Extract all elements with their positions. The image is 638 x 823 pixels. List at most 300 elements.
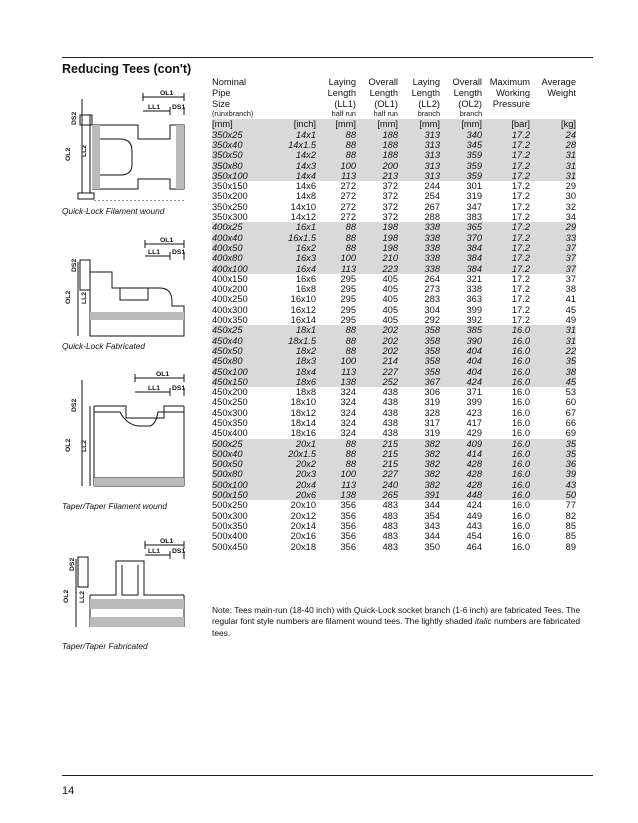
table-cell: 404 (440, 356, 482, 366)
table-cell: 500x350 (212, 520, 248, 531)
table-cell: 400x350 (212, 315, 248, 326)
table-cell: 382 (398, 459, 440, 469)
table-cell: 22 (530, 346, 576, 356)
table-row (212, 212, 576, 222)
column-subheader (482, 109, 530, 119)
table-cell: 283 (424, 294, 440, 305)
table-cell: 16.0 (511, 531, 530, 542)
table-cell: 37 (565, 273, 576, 284)
table-cell: 39 (530, 469, 576, 479)
note-italic-word: italic (474, 616, 492, 627)
table-cell: 14x1.5 (274, 140, 316, 150)
table-cell: 414 (440, 449, 482, 459)
table-cell: 450x400 (212, 428, 248, 439)
table-cell: 17.2 (511, 201, 530, 212)
table-cell: 16.0 (511, 510, 530, 521)
unit-cell: [mm] (316, 119, 356, 129)
table-cell: 16x2 (274, 243, 316, 253)
table-cell: 367 (398, 377, 440, 387)
table-cell: 372 (382, 191, 398, 202)
table-cell: 45 (530, 377, 576, 387)
table-cell: 20x3 (274, 469, 316, 479)
table-cell: 202 (356, 346, 398, 356)
table-row (212, 150, 576, 160)
table-cell: 16.0 (482, 367, 530, 377)
ds2-label: DS2 (71, 111, 78, 125)
column-header: Overall Length (OL1) (368, 77, 398, 109)
table-cell: 31 (530, 171, 576, 181)
table-cell: 424 (466, 500, 482, 511)
table-cell: 295 (340, 284, 356, 295)
table-cell: 344 (424, 531, 440, 542)
tee-diagram-quicklock-filament (60, 85, 210, 201)
table-cell: 16x6 (295, 273, 316, 284)
table-cell: 16.0 (511, 418, 530, 428)
table-cell: 20x2 (274, 459, 316, 469)
table-cell: 16x3 (274, 253, 316, 263)
note-text: numbers are fabricated tees. (212, 616, 581, 638)
unit-cell: [mm] (398, 119, 440, 129)
column-header: Laying Length (LL2) (411, 77, 440, 109)
note-text: Note: Tees main-run (18-40 inch) with Quick-Lock socket branch (1-6 inch) are fabricated Tees. The regular font style numbers are filament wound tees. The lightly shaded (212, 605, 581, 627)
table-row (212, 284, 576, 294)
table-cell: 295 (340, 304, 356, 315)
table-cell: 371 (466, 387, 482, 398)
table-cell: 17.2 (482, 264, 530, 274)
table-cell: 313 (398, 130, 440, 140)
table-cell: 500x25 (212, 439, 274, 449)
table-cell: 295 (340, 315, 356, 326)
table-cell: 240 (356, 480, 398, 490)
table-cell: 324 (340, 397, 356, 408)
table-cell: 77 (565, 500, 576, 511)
column-header: Laying Length (LL1) (327, 77, 356, 109)
section-title: Reducing Tees (con't) (62, 62, 192, 76)
table-row (212, 542, 576, 552)
table-cell: 38 (565, 284, 576, 295)
table-cell: 324 (340, 387, 356, 398)
ll1-label: LL1 (148, 249, 161, 256)
table-row (212, 294, 576, 304)
table-cell: 405 (382, 315, 398, 326)
table-cell: 88 (316, 243, 356, 253)
table-cell: 443 (466, 520, 482, 531)
table-cell: 338 (398, 253, 440, 263)
table-cell: 20x14 (290, 520, 316, 531)
table-cell: 324 (340, 418, 356, 428)
table-cell: 252 (356, 377, 398, 387)
table-cell: 438 (382, 407, 398, 418)
table-cell: 198 (356, 233, 398, 243)
table-cell: 88 (316, 459, 356, 469)
table-cell: 385 (440, 325, 482, 335)
table-row (212, 191, 576, 201)
table-cell: 272 (340, 201, 356, 212)
table-cell: 350 (424, 541, 440, 552)
table-row (212, 459, 576, 469)
table-cell: 188 (356, 140, 398, 150)
table-cell: 400x250 (212, 294, 248, 305)
table-row (212, 408, 576, 418)
table-cell: 391 (398, 490, 440, 500)
column-subheader: branch (417, 109, 440, 119)
table-cell: 404 (440, 346, 482, 356)
table-cell: 17.2 (511, 284, 530, 295)
table-cell: 16.0 (482, 325, 530, 335)
table-cell: 450x40 (212, 336, 274, 346)
table-cell: 14x8 (295, 191, 316, 202)
table-cell: 359 (440, 161, 482, 171)
table-row (212, 305, 576, 315)
table-cell: 338 (398, 222, 440, 232)
table-cell: 338 (466, 284, 482, 295)
table-cell: 35 (530, 356, 576, 366)
table-cell: 88 (316, 130, 356, 140)
table-cell: 295 (340, 294, 356, 305)
table-cell: 500x250 (212, 500, 248, 511)
table-cell: 16.0 (482, 469, 530, 479)
reducing-tees-table (212, 77, 576, 552)
table-row (212, 140, 576, 150)
table-cell: 483 (382, 520, 398, 531)
table-cell: 356 (340, 520, 356, 531)
table-cell: 16.0 (511, 407, 530, 418)
table-cell: 500x150 (212, 490, 274, 500)
ol1-label: OL1 (160, 237, 174, 244)
table-row (212, 233, 576, 243)
table-cell: 17.2 (482, 171, 530, 181)
table-cell: 383 (466, 212, 482, 223)
table-cell: 214 (356, 356, 398, 366)
table-cell: 17.2 (482, 222, 530, 232)
table-cell: 66 (565, 418, 576, 428)
ll2-label: LL2 (81, 144, 88, 157)
table-cell: 295 (340, 273, 356, 284)
table-cell: 350x200 (212, 191, 248, 202)
table-cell: 345 (440, 140, 482, 150)
table-cell: 16x14 (290, 315, 316, 326)
table-cell: 38 (530, 367, 576, 377)
tee-diagram-taper-fabricated (60, 535, 210, 631)
table-cell: 198 (356, 222, 398, 232)
table-cell: 417 (466, 418, 482, 428)
table-cell: 215 (356, 459, 398, 469)
table-cell: 88 (316, 140, 356, 150)
table-cell: 358 (398, 346, 440, 356)
column-header: Nominal Pipe Size (212, 77, 247, 109)
table-cell: 202 (356, 336, 398, 346)
table-cell: 20x1 (274, 439, 316, 449)
unit-cell: [kg] (530, 119, 576, 129)
table-cell: 88 (316, 439, 356, 449)
table-cell: 500x400 (212, 531, 248, 542)
table-note (212, 605, 582, 639)
table-cell: 450x250 (212, 397, 248, 408)
table-cell: 448 (440, 490, 482, 500)
table-cell: 198 (356, 243, 398, 253)
table-row (212, 130, 576, 140)
diagram-caption: Quick-Lock Filament wound (62, 206, 165, 216)
table-cell: 450x50 (212, 346, 274, 356)
table-cell: 34 (565, 212, 576, 223)
tee-diagram-taper-filament (60, 366, 210, 496)
table-cell: 365 (440, 222, 482, 232)
table-cell: 313 (398, 140, 440, 150)
table-cell: 88 (316, 325, 356, 335)
table-cell: 17.2 (511, 273, 530, 284)
table-cell: 17.2 (482, 253, 530, 263)
table-row (212, 428, 576, 438)
table-cell: 14x10 (290, 201, 316, 212)
table-cell: 88 (316, 222, 356, 232)
table-cell: 358 (398, 356, 440, 366)
column-subheader: half run (373, 109, 398, 119)
table-cell: 16.0 (511, 541, 530, 552)
unit-cell: [mm] (212, 119, 274, 129)
table-cell: 438 (382, 418, 398, 428)
ds1-label: DS1 (172, 104, 186, 111)
table-cell: 354 (424, 510, 440, 521)
table-row (212, 264, 576, 274)
table-row (212, 367, 576, 377)
table-cell: 28 (530, 140, 576, 150)
table-cell: 450x150 (212, 377, 274, 387)
column-subheader: half run (331, 109, 356, 119)
table-row (212, 222, 576, 232)
table-cell: 17.2 (511, 315, 530, 326)
table-cell: 100 (316, 469, 356, 479)
table-cell: 267 (424, 201, 440, 212)
table-cell: 88 (316, 336, 356, 346)
table-cell: 338 (398, 243, 440, 253)
ll2-label: LL2 (81, 291, 88, 304)
table-cell: 88 (316, 233, 356, 243)
table-cell: 272 (340, 181, 356, 192)
table-cell: 429 (466, 428, 482, 439)
column-header: Maximum Working Pressure (489, 77, 530, 109)
ll1-label: LL1 (148, 548, 161, 555)
table-cell: 18x10 (290, 397, 316, 408)
table-cell: 29 (565, 181, 576, 192)
table-cell: 200 (356, 161, 398, 171)
table-cell: 306 (424, 387, 440, 398)
table-cell: 50 (530, 490, 576, 500)
table-cell: 16x4 (274, 264, 316, 274)
table-cell: 350x300 (212, 212, 248, 223)
table-cell: 14x6 (295, 181, 316, 192)
table-cell: 16.0 (511, 397, 530, 408)
table-cell: 340 (440, 130, 482, 140)
table-cell: 382 (398, 439, 440, 449)
table-cell: 37 (530, 264, 576, 274)
table-cell: 483 (382, 500, 398, 511)
table-cell: 17.2 (511, 191, 530, 202)
table-cell: 31 (530, 150, 576, 160)
column-subheader (530, 109, 576, 119)
bottom-rule (62, 775, 593, 776)
table-cell: 100 (316, 356, 356, 366)
table-cell: 210 (356, 253, 398, 263)
unit-cell: [bar] (482, 119, 530, 129)
table-cell: 20x12 (290, 510, 316, 521)
table-cell: 35 (530, 439, 576, 449)
table-row (212, 161, 576, 171)
ol1-label: OL1 (160, 538, 174, 545)
table-cell: 405 (382, 284, 398, 295)
table-cell: 16.0 (511, 500, 530, 511)
ol2-label: OL2 (65, 438, 72, 452)
table-cell: 16.0 (482, 449, 530, 459)
table-cell: 400x150 (212, 273, 248, 284)
ol1-label: OL1 (160, 90, 174, 97)
table-cell: 438 (382, 387, 398, 398)
ol2-label: OL2 (65, 290, 72, 304)
table-row (212, 418, 576, 428)
table-cell: 382 (398, 469, 440, 479)
table-row (212, 243, 576, 253)
table-header-row (212, 77, 576, 109)
table-cell: 358 (398, 336, 440, 346)
table-cell: 428 (440, 459, 482, 469)
table-cell: 449 (466, 510, 482, 521)
table-cell: 254 (424, 191, 440, 202)
table-cell: 405 (382, 273, 398, 284)
table-cell: 400x50 (212, 243, 274, 253)
table-cell: 33 (530, 233, 576, 243)
table-cell: 424 (440, 377, 482, 387)
table-cell: 313 (398, 150, 440, 160)
table-cell: 37 (530, 243, 576, 253)
table-cell: 384 (440, 253, 482, 263)
table-cell: 288 (424, 212, 440, 223)
table-cell: 450x200 (212, 387, 248, 398)
table-cell: 17.2 (482, 243, 530, 253)
table-cell: 450x25 (212, 325, 274, 335)
table-cell: 16.0 (482, 377, 530, 387)
table-cell: 223 (356, 264, 398, 274)
table-cell: 382 (398, 449, 440, 459)
table-cell: 400x200 (212, 284, 248, 295)
column-subheader: branch (459, 109, 482, 119)
table-cell: 18x2 (274, 346, 316, 356)
table-cell: 60 (565, 397, 576, 408)
table-cell: 359 (440, 150, 482, 160)
table-cell: 16x12 (290, 304, 316, 315)
table-cell: 16.0 (482, 480, 530, 490)
table-cell: 356 (340, 541, 356, 552)
table-cell: 18x1.5 (274, 336, 316, 346)
table-cell: 372 (382, 212, 398, 223)
table-cell: 483 (382, 510, 398, 521)
table-cell: 428 (440, 469, 482, 479)
table-cell: 53 (565, 387, 576, 398)
table-cell: 317 (424, 418, 440, 428)
table-cell: 30 (565, 191, 576, 202)
table-cell: 500x450 (212, 541, 248, 552)
table-cell: 113 (316, 480, 356, 490)
ds1-label: DS1 (172, 249, 186, 256)
table-cell: 18x16 (290, 428, 316, 439)
table-cell: 264 (424, 273, 440, 284)
table-cell: 500x40 (212, 449, 274, 459)
table-cell: 16x10 (290, 294, 316, 305)
table-cell: 18x12 (290, 407, 316, 418)
table-cell: 37 (530, 253, 576, 263)
unit-cell: [inch] (274, 119, 316, 129)
ds2-label: DS2 (69, 557, 76, 571)
table-cell: 301 (466, 181, 482, 192)
table-row (212, 315, 576, 325)
ll1-label: LL1 (148, 385, 161, 392)
table-row (212, 490, 576, 500)
table-cell: 69 (565, 428, 576, 439)
table-cell: 16x1 (274, 222, 316, 232)
table-cell: 464 (466, 541, 482, 552)
table-cell: 319 (424, 428, 440, 439)
table-cell: 215 (356, 449, 398, 459)
table-cell: 500x100 (212, 480, 274, 490)
table-cell: 324 (340, 428, 356, 439)
table-cell: 227 (356, 469, 398, 479)
page-number: 14 (62, 785, 75, 797)
table-cell: 227 (356, 367, 398, 377)
table-cell: 49 (565, 315, 576, 326)
table-cell: 18x3 (274, 356, 316, 366)
table-subheader-row (212, 109, 576, 119)
table-cell: 31 (530, 325, 576, 335)
table-row (212, 377, 576, 387)
table-cell: 16.0 (511, 520, 530, 531)
table-cell: 213 (356, 171, 398, 181)
table-cell: 16.0 (511, 387, 530, 398)
table-cell: 272 (340, 191, 356, 202)
table-cell: 292 (424, 315, 440, 326)
table-units-row (212, 119, 576, 129)
column-subheader (274, 109, 316, 119)
table-cell: 16.0 (482, 336, 530, 346)
table-cell: 454 (466, 531, 482, 542)
table-cell: 31 (530, 161, 576, 171)
table-cell: 370 (440, 233, 482, 243)
table-cell: 338 (398, 233, 440, 243)
table-cell: 350x25 (212, 130, 274, 140)
ds2-label: DS2 (71, 398, 78, 412)
column-header: Average Weight (541, 77, 576, 98)
table-cell: 500x300 (212, 510, 248, 521)
table-cell: 358 (398, 325, 440, 335)
table-cell: 483 (382, 531, 398, 542)
table-cell: 321 (466, 273, 482, 284)
table-cell: 438 (382, 428, 398, 439)
table-cell: 405 (382, 294, 398, 305)
table-cell: 483 (382, 541, 398, 552)
table-cell: 319 (424, 397, 440, 408)
table-cell: 273 (424, 284, 440, 295)
table-cell: 392 (466, 315, 482, 326)
table-row (212, 500, 576, 510)
table-cell: 14x2 (274, 150, 316, 160)
table-cell: 16.0 (482, 490, 530, 500)
table-row (212, 511, 576, 521)
table-cell: 36 (530, 459, 576, 469)
ds1-label: DS1 (172, 548, 186, 555)
table-cell: 358 (398, 367, 440, 377)
table-cell: 384 (440, 264, 482, 274)
table-cell: 17.2 (482, 130, 530, 140)
table-row (212, 480, 576, 490)
ll2-label: LL2 (81, 439, 88, 452)
table-cell: 428 (440, 480, 482, 490)
